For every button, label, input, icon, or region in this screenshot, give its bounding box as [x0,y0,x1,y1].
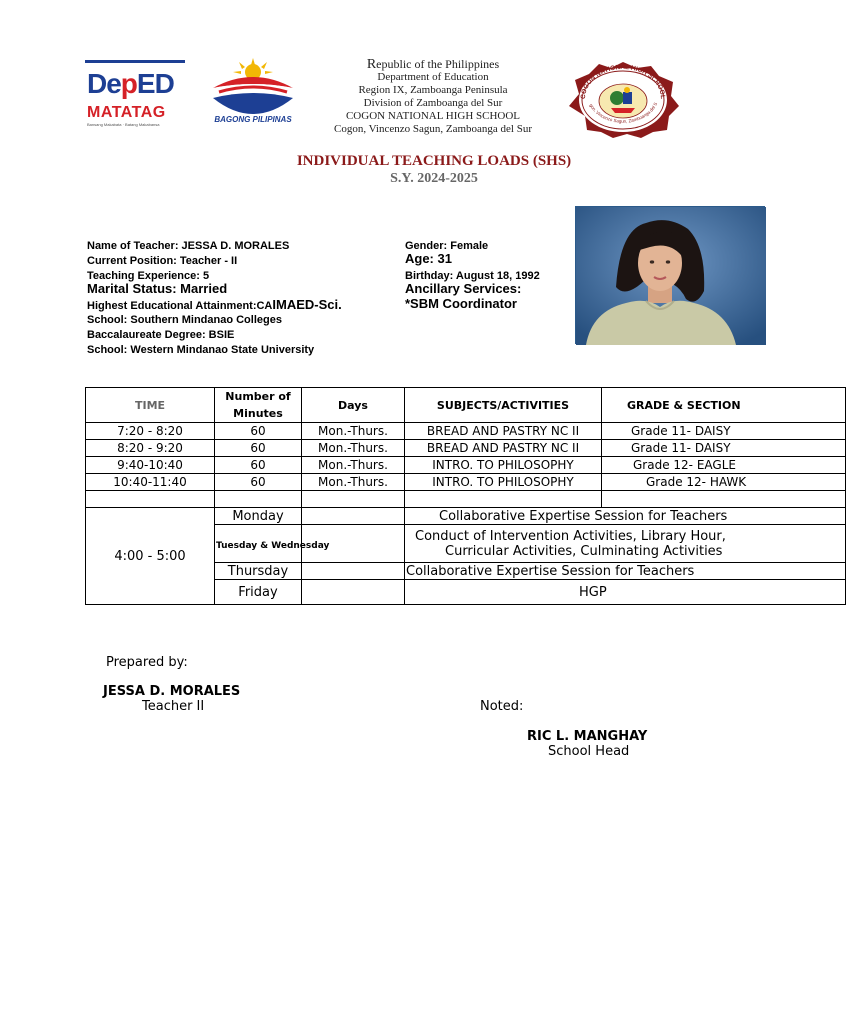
educational-attainment: Highest Educational Attainment:CAIMAED-Sci. [87,297,342,312]
row-time: 8:20 - 9:20 [86,440,215,457]
row-minutes: 60 [215,474,302,491]
school-masters: School: Southern Mindanao Colleges [87,314,282,326]
row-grade: Grade 12- EAGLE [602,457,846,474]
division-line: Division of Zamboanga del Sur [363,97,503,109]
row-subject: INTRO. TO PHILOSOPHY [405,457,602,474]
bagong-pilipinas-logo [203,58,303,128]
prepared-by-label: Prepared by: [106,655,188,670]
school-head-title: School Head [548,744,630,759]
deped-matatag-logo [85,60,185,128]
svg-text:COGON NATIONAL HIGH SCHOOL: COGON NATIONAL HIGH SCHOOL [579,63,667,100]
table-row [86,457,846,474]
day-friday: Friday [215,580,302,605]
republic-line: Republic of the Philippines [366,57,500,72]
age: Age: 31 [405,251,452,266]
table-row [86,440,846,457]
row-minutes: 60 [215,423,302,440]
teacher-portrait-icon [576,207,766,345]
row-minutes: 60 [215,440,302,457]
school-bachelors: School: Western Mindanao State University [87,344,315,356]
region-line: Region IX, Zamboanga Peninsula [358,84,508,96]
row-minutes: 60 [215,457,302,474]
row-days: Mon.-Thurs. [302,423,405,440]
teacher-name: Name of Teacher: JESSA D. MORALES [87,240,290,252]
department-line: Department of Education [377,71,489,83]
table-header-row [86,388,846,423]
noted-label: Noted: [480,699,524,714]
row-grade: Grade 11- DAISY [602,423,846,440]
header-subjects: SUBJECTS/ACTIVITIES [405,388,602,423]
header-minutes: Number of Minutes [215,388,302,423]
row-time: 10:40-11:40 [86,474,215,491]
school-seal [565,60,681,138]
deped-wordmark: DepED [87,68,174,99]
bagong-pilipinas-wordmark: BAGONG PILIPINAS [214,115,292,124]
activity-friday: HGP [405,580,846,605]
deped-tagline: Bansang Makabata · Batang Makabansa [87,122,160,127]
row-days: Mon.-Thurs. [302,440,405,457]
teaching-experience: Teaching Experience: 5 [87,270,210,282]
header-grade-section: GRADE & SECTION [602,388,846,423]
table-empty-row [86,491,846,508]
day-monday: Monday [215,508,302,525]
document-title: INDIVIDUAL TEACHING LOADS (SHS) [296,153,572,169]
table-row [86,474,846,491]
teaching-load-table [85,387,747,608]
birthday: Birthday: August 18, 1992 [405,270,540,282]
row-grade: Grade 12- HAWK [602,474,846,491]
school-head-name: RIC L. MANGHAY [527,729,648,744]
school-name-line: COGON NATIONAL HIGH SCHOOL [345,110,521,122]
school-address-line: Cogon, Vincenzo Sagun, Zamboanga del Sur [333,123,533,135]
row-time: 7:20 - 8:20 [86,423,215,440]
teacher-photo [575,206,765,344]
school-header-text [300,58,566,136]
row-days: Mon.-Thurs. [302,457,405,474]
preparer-title: Teacher II [142,699,205,714]
matatag-wordmark: MATATAG [87,104,166,121]
current-position: Current Position: Teacher - II [87,255,238,267]
row-subject: BREAD AND PASTRY NC II [405,440,602,457]
activity-thursday: Collaborative Expertise Session for Teachers [405,563,846,580]
ancillary-service-item: *SBM Coordinator [405,296,517,311]
bagong-pilipinas-emblem-icon [203,58,303,116]
day-thursday: Thursday [215,563,302,580]
baccalaureate-degree: Baccalaureate Degree: BSIE [87,329,235,341]
preparer-name: JESSA D. MORALES [103,684,241,699]
table-row-monday [86,508,846,525]
activity-tue-wed: Conduct of Intervention Activities, Library Hour, Curricular Activities, Culminating Activities [405,525,846,563]
header-days: Days [302,388,405,423]
marital-status: Marital Status: Married [87,281,228,296]
gender: Gender: Female [405,240,489,252]
row-subject: BREAD AND PASTRY NC II [405,423,602,440]
row-time: 9:40-10:40 [86,457,215,474]
afternoon-time: 4:00 - 5:00 [86,508,215,605]
ancillary-services-label: Ancillary Services: [405,281,522,296]
row-days: Mon.-Thurs. [302,474,405,491]
school-year: S.Y. 2024-2025 [390,171,478,186]
header-time: TIME [86,388,215,423]
row-grade: Grade 11- DAISY [602,440,846,457]
row-subject: INTRO. TO PHILOSOPHY [405,474,602,491]
svg-text:Cogon, Vincenzo Sagun, Zamboan: gon, Vincenzo Sagun, Zamboanga del S [588,101,659,124]
day-tue-wed: Tuesday & Wednesday [215,525,302,563]
activity-monday: Collaborative Expertise Session for Teachers [405,508,846,525]
school-seal-icon [565,60,681,138]
table-row [86,423,846,440]
